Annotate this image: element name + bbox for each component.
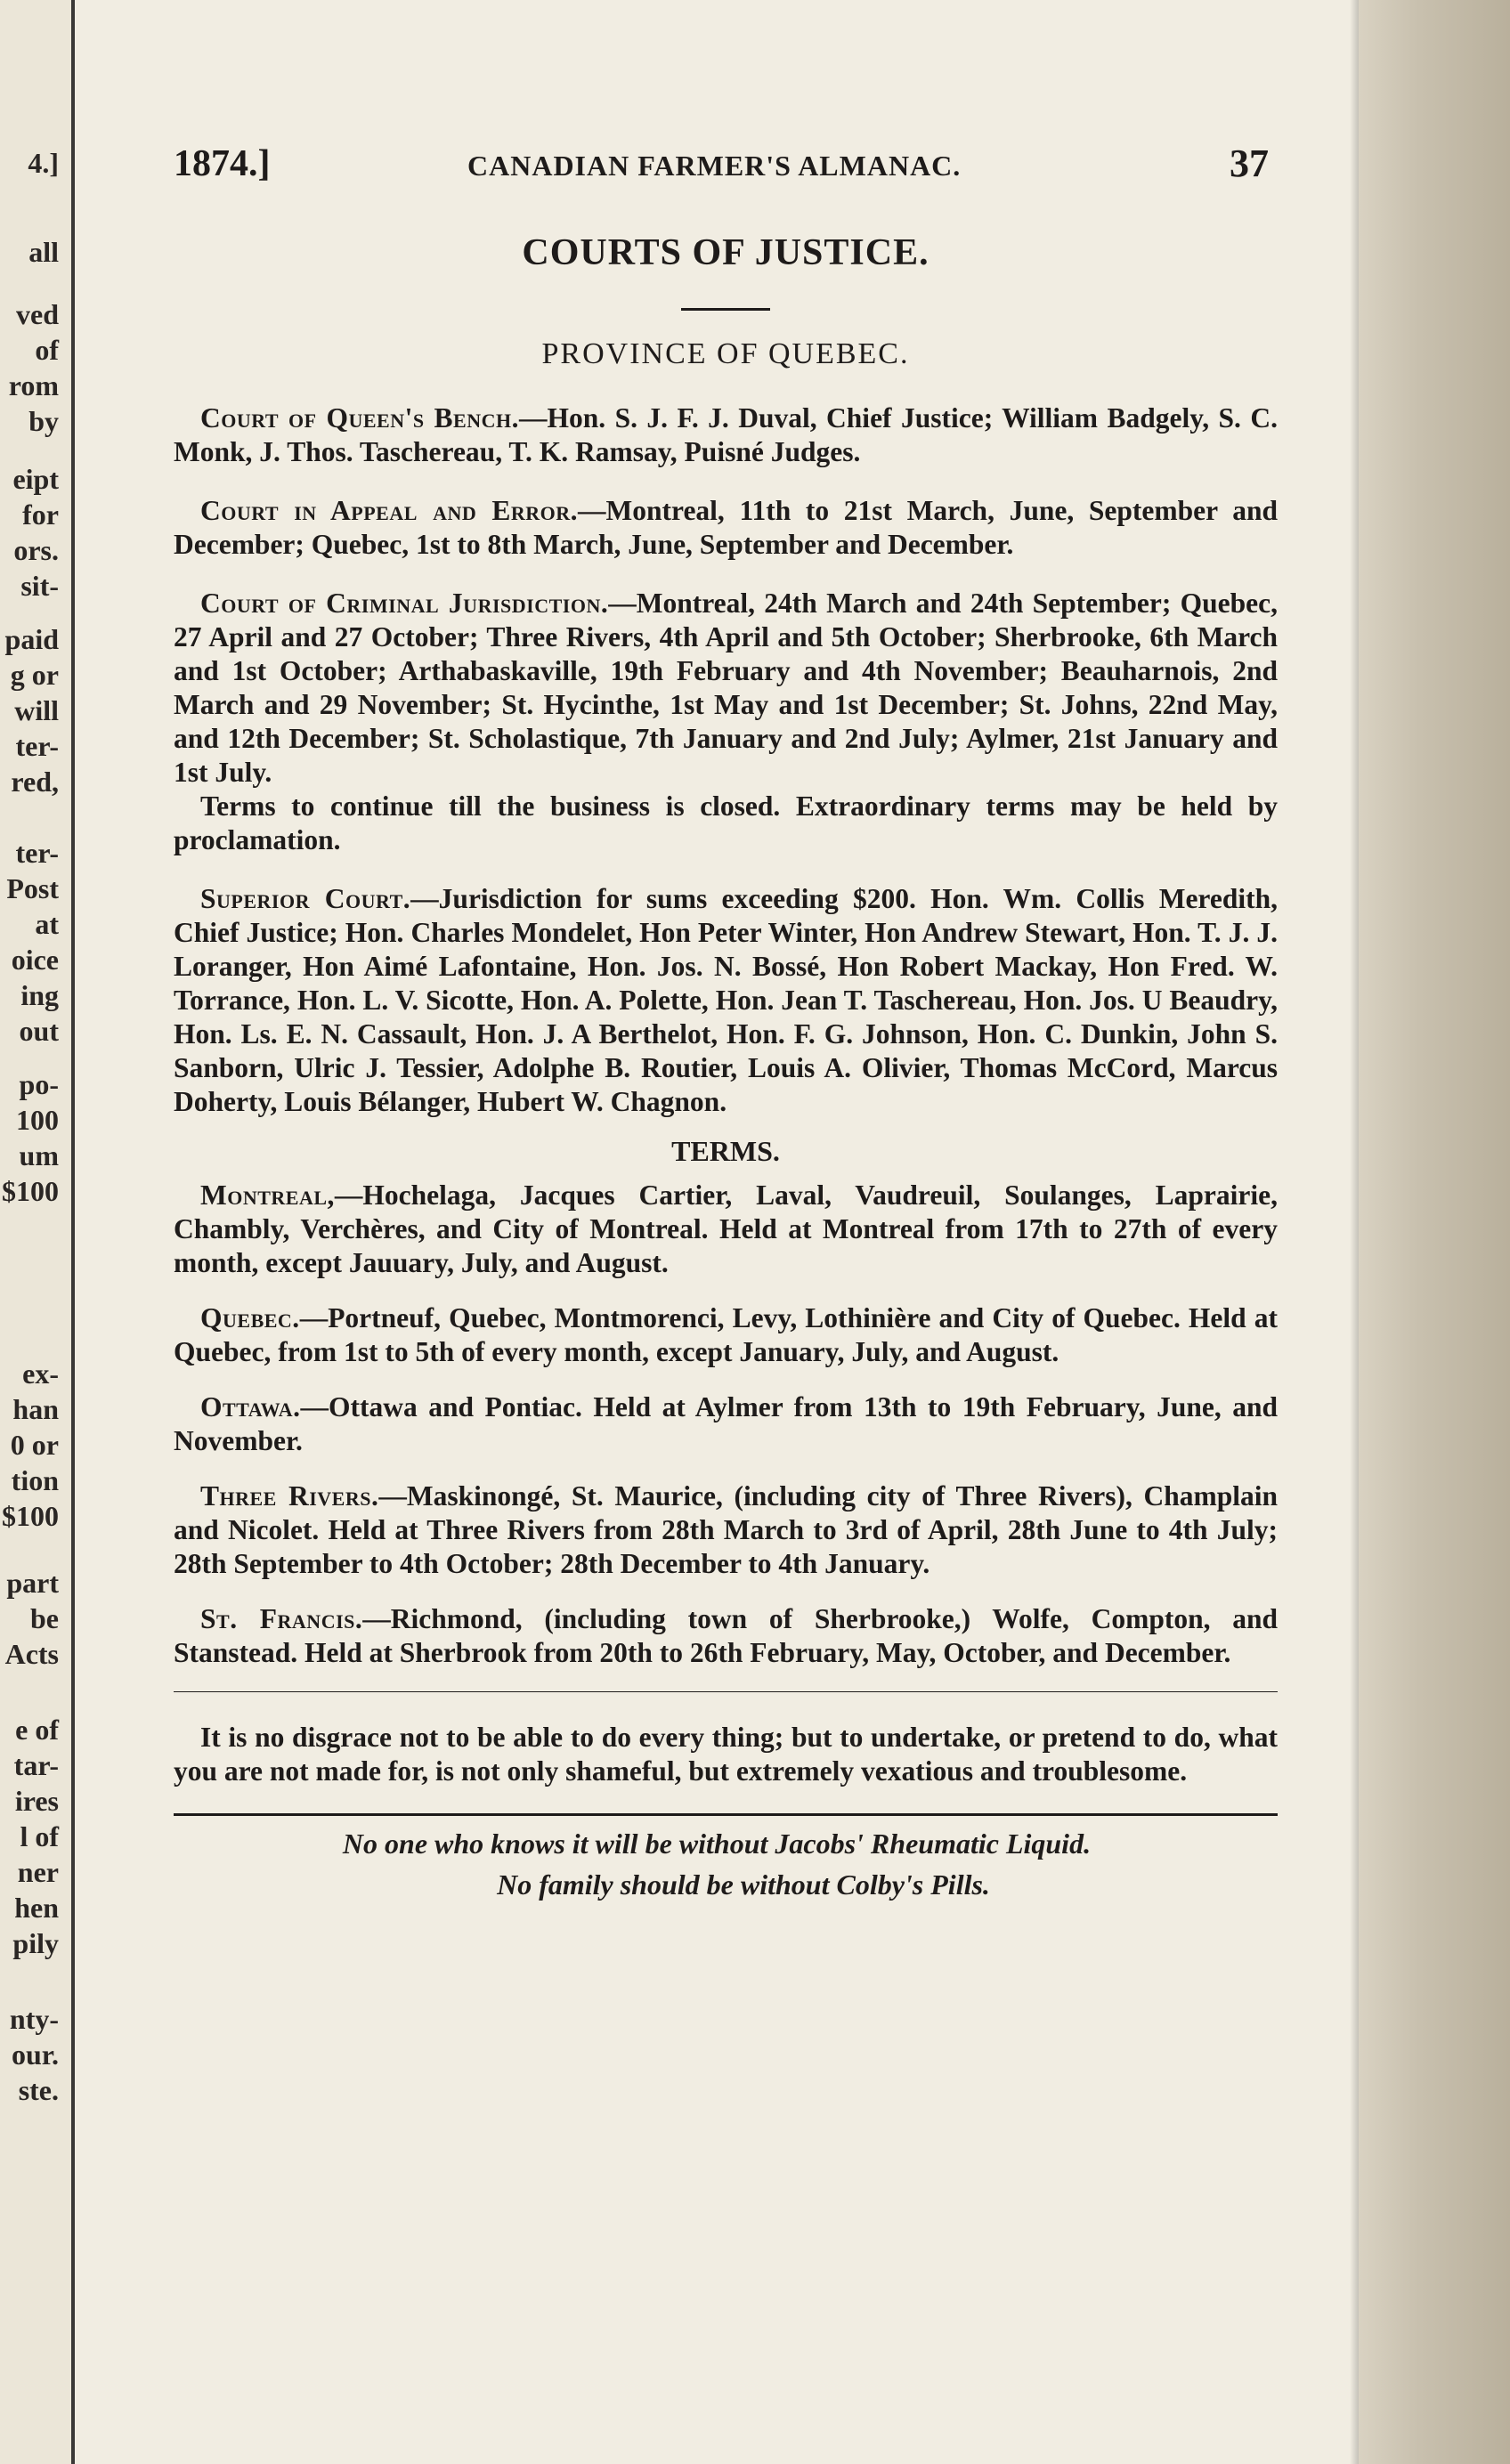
- appeal-court-paragraph: [174, 494, 1278, 562]
- maxim-paragraph: It is no disgrace not to be able to do every thing; but to undertake, or pretend to do, what you are not made for, is not only shameful, but extremely vexatious and troublesome.: [174, 1722, 1278, 1787]
- previous-page-fragment-text: 0 or: [10, 1429, 59, 1461]
- previous-page-fragment-text: $100: [2, 1175, 59, 1207]
- previous-page-fragment-text: ex-: [22, 1358, 59, 1390]
- previous-page-fragment-text: all: [28, 236, 59, 268]
- three-rivers-text: —Maskinongé, St. Maurice, (including city of Three Rivers), Champlain and Nicolet. Held at Three Rivers from 28th March to 3rd of April, 28th June to 4th July; 28th September to 4th October; 28th December to 4th January.: [174, 1480, 1279, 1579]
- previous-page-fragment-text: ner: [17, 1856, 59, 1888]
- previous-page-fragment-text: by: [28, 405, 59, 437]
- previous-page-fragment-text: tion: [11, 1464, 59, 1496]
- previous-page-fragment-text: for: [22, 498, 59, 531]
- criminal-court-text: —Montreal, 24th March and 24th September; Quebec, 27 April and 27 October; Three Rivers, 4th April and 5th October; Sherbrooke, 6th March and 1st October; Arthabaskaville, 19th February and 4th November; Beauharnois, 2nd March and 29 November; St. Hycinthe, 1st May and 1st December; St. Johns, 22nd May, and 12th December; St. Scholastique, 7th January and 2nd July; Aylmer, 21st January and 1st July.: [174, 588, 1278, 788]
- almanac-page: [174, 134, 1278, 1905]
- montreal-text: —Hochelaga, Jacques Cartier, Laval, Vaudreuil, Soulanges, Laprairie, Chambly, Verchères, and City of Montreal. Held at Montreal from 17th to 27th of every month, except Jauuary, July, and August.: [174, 1179, 1278, 1278]
- advertisement-jacobs: No one who knows it will be without Jacobs' Rheumatic Liquid.: [342, 1828, 1092, 1860]
- province-heading: PROVINCE OF QUEBEC.: [541, 337, 910, 370]
- appeal-court-text: —Montreal, 11th to 21st March, June, September and December; Quebec, 1st to 8th March, June, September and December.: [174, 495, 1278, 560]
- superior-court-label: Superior Court.: [200, 883, 411, 914]
- previous-page-fragment-text: ste.: [18, 2074, 59, 2106]
- header-year: 1874.]: [174, 143, 271, 184]
- previous-page-fragment-text: rom: [8, 369, 59, 401]
- previous-page-fragment-text: $100: [2, 1500, 59, 1532]
- running-title: CANADIAN FARMER'S ALMANAC.: [467, 150, 962, 182]
- advert-divider: [174, 1813, 1278, 1816]
- previous-page-fragment-text: ing: [20, 979, 59, 1011]
- previous-page-fragment-text: pily: [12, 1927, 59, 1959]
- binding-shadow: [1350, 0, 1359, 2464]
- st-francis-paragraph: [174, 1602, 1278, 1670]
- criminal-court-label: Court of Criminal Jurisdiction.: [200, 588, 609, 619]
- ottawa-paragraph: [174, 1390, 1278, 1458]
- previous-page-fragment-text: paid: [4, 623, 59, 655]
- terms-heading: TERMS.: [671, 1135, 780, 1167]
- appeal-court-label: Court in Appeal and Error.: [200, 495, 579, 526]
- previous-page-fragment-text: Acts: [4, 1638, 59, 1670]
- maxim-top-rule: [174, 1691, 1278, 1692]
- quebec-label: Quebec.: [200, 1302, 300, 1333]
- previous-page-fragment-text: eipt: [12, 463, 59, 495]
- advertisements: [156, 1823, 1278, 1905]
- previous-page-fragment-text: of: [35, 334, 59, 366]
- previous-page-fragment-text: tar-: [13, 1749, 59, 1781]
- superior-court-text: —Jurisdiction for sums exceeding $200. Hon. Wm. Collis Meredith, Chief Justice; Hon. Charles Mondelet, Hon Peter Winter, Hon Andrew Stewart, Hon. T. J. J. Loranger, Hon Aimé Lafontaine, Hon. Jos. N. Bossé, Hon Robert Mackay, Hon Fred. W. Torrance, Hon. L. V. Sicotte, Hon. A. Polette, Hon. Jean T. Taschereau, Hon. Jos. U Beaudry, Hon. Ls. E. N. Cassault, Hon. J. A Berthelot, Hon. F. G. Johnson, Hon. C. Dunkin, John S. Sanborn, Ulric J. Tessier, Adolphe B. Routier, Louis A. Olivier, Thomas McCord, Marcus Doherty, Louis Bélanger, Hubert W. Chagnon.: [174, 883, 1278, 1117]
- previous-page-fragment-text: Post: [6, 872, 59, 904]
- previous-page-fragment-text: ter-: [15, 730, 59, 762]
- previous-page-fragment-text: be: [30, 1602, 59, 1634]
- montreal-label: Montreal,: [200, 1179, 335, 1211]
- previous-page-fragment-text: part: [6, 1567, 59, 1599]
- queens-bench-text: —Hon. S. J. F. J. Duval, Chief Justice; William Badgely, S. C. Monk, J. Thos. Taschereau, T. K. Ramsay, Puisné Judges.: [174, 402, 1278, 467]
- page-title: COURTS OF JUSTICE.: [522, 232, 930, 273]
- book-binding: [1359, 0, 1510, 2464]
- previous-page-fragment-text: 4.]: [28, 147, 59, 179]
- previous-page-fragment-text: ors.: [13, 534, 59, 566]
- previous-page-fragment-text: hen: [14, 1892, 59, 1924]
- three-rivers-paragraph: [174, 1479, 1278, 1581]
- previous-page-fragment-text: ter-: [15, 837, 59, 869]
- criminal-court-paragraph: [174, 587, 1278, 790]
- previous-page-fragment-text: ires: [14, 1785, 59, 1817]
- previous-page-fragment-text: han: [12, 1393, 59, 1425]
- queens-bench-label: Court of Queen's Bench.: [200, 402, 519, 434]
- previous-page-fragment: [0, 0, 75, 2464]
- st-francis-label: St. Francis.: [200, 1603, 363, 1634]
- ottawa-text: —Ottawa and Pontiac. Held at Aylmer from 13th to 19th February, June, and November.: [174, 1391, 1278, 1456]
- previous-page-fragment-text: nty-: [9, 2003, 59, 2035]
- previous-page-fragment-text: will: [14, 694, 59, 726]
- title-divider: [681, 308, 770, 311]
- previous-page-fragment-text: 100: [16, 1104, 59, 1136]
- previous-page-fragment-text: at: [35, 908, 59, 940]
- advertisement-colby: No family should be without Colby's Pills.: [497, 1868, 990, 1901]
- previous-page-fragment-text: out: [19, 1015, 59, 1047]
- quebec-text: —Portneuf, Quebec, Montmorenci, Levy, Lothinière and City of Quebec. Held at Quebec, from 1st to 5th of every month, except January, July, and August.: [174, 1302, 1278, 1367]
- three-rivers-label: Three Rivers.: [200, 1480, 379, 1512]
- previous-page-fragment-text: sit-: [20, 570, 59, 602]
- previous-page-fragment-text: um: [19, 1139, 59, 1171]
- st-francis-text: —Richmond, (including town of Sherbrooke,) Wolfe, Compton, and Stanstead. Held at Sherbrook from 20th to 26th February, May, October, and December.: [174, 1603, 1278, 1668]
- previous-page-fragment-text: l of: [20, 1820, 59, 1852]
- page-header: [174, 134, 1278, 196]
- previous-page-fragment-text: red,: [11, 766, 59, 798]
- previous-page-fragment-text: our.: [11, 2038, 59, 2071]
- previous-page-fragment-text: po-: [19, 1068, 59, 1100]
- page-number: 37: [1230, 142, 1269, 185]
- queens-bench-paragraph: [174, 401, 1278, 469]
- ottawa-label: Ottawa.: [200, 1391, 301, 1422]
- montreal-paragraph: [174, 1179, 1278, 1280]
- previous-page-fragment-text: ved: [16, 298, 59, 330]
- criminal-court-note: Terms to continue till the business is closed. Extraordinary terms may be held by proclamation.: [174, 790, 1278, 855]
- previous-page-fragment-text: g or: [10, 659, 59, 691]
- superior-court-paragraph: [174, 882, 1278, 1119]
- previous-page-fragment-text: e of: [15, 1714, 59, 1746]
- quebec-paragraph: [174, 1301, 1278, 1369]
- previous-page-fragment-text: oice: [11, 944, 59, 976]
